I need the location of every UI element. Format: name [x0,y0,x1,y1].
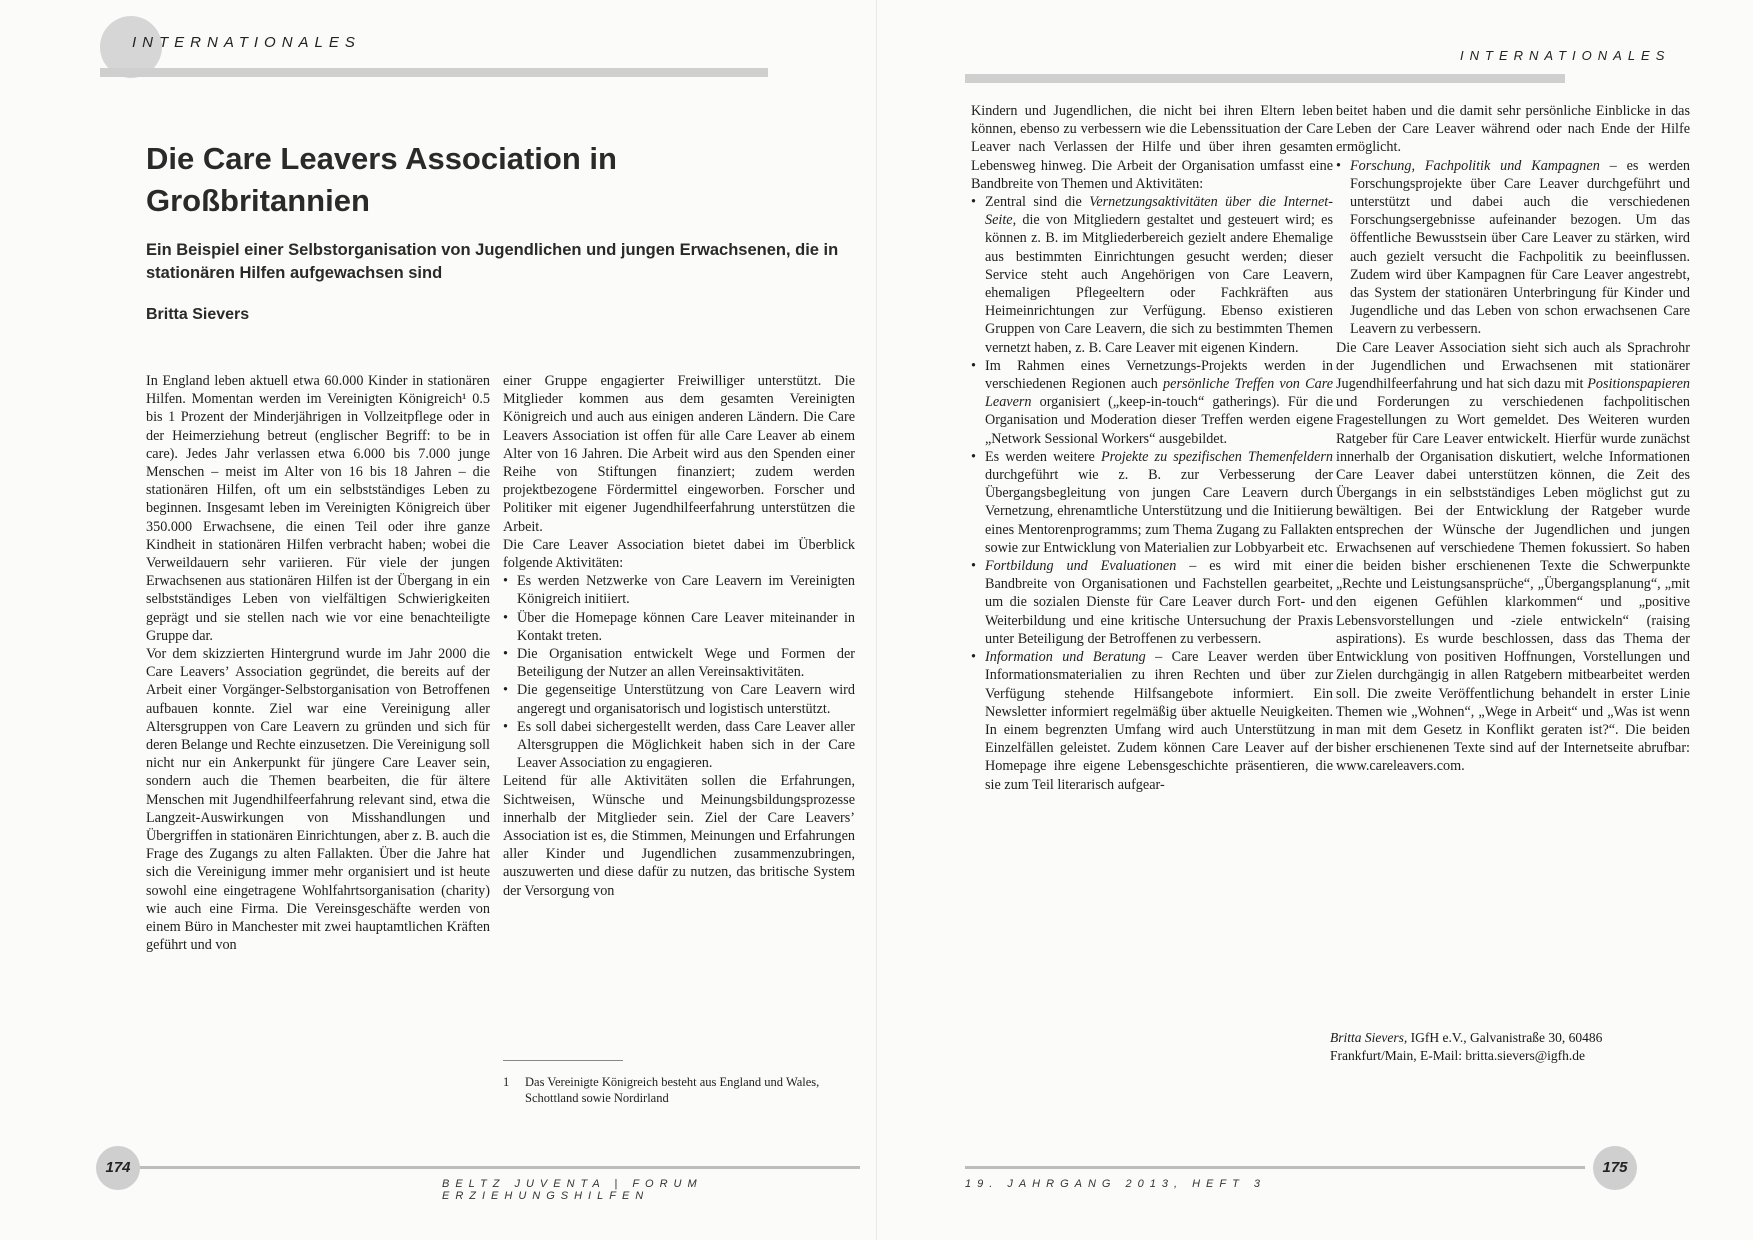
signature-address: IGfH e.V., Galvanistraße 30, 60486 Frankfurt/Main, E-Mail: britta.sievers@igfh.de [1330,1030,1603,1063]
right-column-1 [971,102,1333,794]
paragraph: Leitend für alle Aktivitäten sollen die Erfahrungen, Sichtweisen, Wünsche und Meinungsbildungsprozesse innerhalb der Mitglieder sein. Ziel der Care Leavers’ Association ist es, die Stimmen, Meinungen und Erfahrungen aller Kinder und Jugendlichen zusammenzubringen, auszuwerten und diese dafür zu nutzen, das britische System der Versorgung von [503,773,855,899]
header-rule [100,68,768,77]
right-page [877,0,1753,1240]
activity-list [1336,157,1690,339]
footer-rule [120,1166,860,1169]
paragraph: Vor dem skizzierten Hintergrund wurde im Jahr 2000 die Care Leavers’ Association gegründet, die bereits auf der Arbeit einer Vorgänger-Selbstorganisation von Betroffenen aufbauen konnte. Ziel war eine Vereinigung aller Altersgruppen von Care Leavern zu gründen und sich für deren Belange und Rechte einzusetzen. Die Vereinigung soll nicht nur ein Ankerpunkt für jüngere Care Leaver sein, sondern auch die Themen bearbeiten, die für ältere Menschen mit Jugendhilfeerfahrung relevant sind, etwa die Langzeit-Auswirkungen von Misshandlungen und Übergriffen in stationären Einrichtungen, aber z. B. auch die Frage des Zugangs zu alten Fallakten. Über die Jahre hat sich die Vereinigung immer mehr organisiert und ist heute sowohl eine eingetragene Wohlfahrtsorganisation (charity) wie auch eine Firma. Die Vereinsgeschäfte werden von einem Büro in Manchester mit zwei hauptamtlichen Kräften geführt und von [146,646,490,954]
list-item: • Es werden weitere Projekte zu spezifischen Themenfeldern durchgeführt wie z. B. zur Verbesserung der Übergangsbegleitung von jungen Care Leavern durch Vernetzung, ehrenamtliche Unterstützung und die Initiierung eines Mentorenprogramms; zum Thema Zugang zu Fallakten sowie zur Entwicklung von Materialien zur Lobbyarbeit etc. [971,448,1333,557]
footer-text: BELTZ JUVENTA | FORUM ERZIEHUNGSHILFEN [442,1178,703,1202]
paragraph: In England leben aktuell etwa 60.000 Kinder in stationären Hilfen. Momentan werden im Vereinigten Königreich¹ 0.5 bis 1 Prozent der Minderjährigen in Vollzeitpflege oder in der Heimerziehung betreut (englischer Begriff: to be in care). Jedes Jahr verlassen etwa 6.000 bis 7.000 junge Menschen – meist im Alter von 16 bis 18 Jahren – die stationären Hilfen, oft um ein selbstständiges Leben zu beginnen. Insgesamt leben im Vereinigten Königreich über 350.000 Erwachsene, die einen Teil oder ihre ganze Kindheit in stationären Hilfen verbracht haben; wobei die Verweildauern sehr variieren. Für viele der jungen Erwachsenen aus stationären Hilfen ist der Übergang in ein selbstständiges Leben von vielfältigen Schwierigkeiten geprägt und sie stellen nach wie vor eine benachteiligte Gruppe dar. [146,373,490,644]
list-item: • Fortbildung und Evaluationen – es wird mit einer Bandbreite von Organisationen und Fachstellen gearbeitet, um die sozialen Dienste für Care Leaver durch Fort- und Weiterbildung und eine kritische Untersuchung der Praxis unter Beteiligung der Betroffenen zu verbessern. [971,557,1333,648]
left-column-1 [146,372,490,955]
paragraph: Kindern und Jugendlichen, die nicht bei ihren Eltern leben können, ebenso zu verbessern wie die Lebenssituation der Care Leaver nach Verlassen der Hilfe und über ihren gesamten Lebensweg hinweg. Die Arbeit der Organisation umfasst eine Bandbreite von Themen und Aktivitäten: [971,103,1333,192]
section-label: INTERNATIONALES [132,34,361,51]
footnote-rule [503,1060,623,1061]
article-title: Die Care Leavers Association in Großbritannien [146,141,617,218]
list-item: • Im Rahmen eines Vernetzungs-Projekts werden in verschiedenen Regionen auch persönliche Treffen von Care Leavern organisiert („keep-in-touch“ gatherings). Für die Organisation und Moderation dieser Treffen werden eigene „Network Sessional Workers“ ausgebildet. [971,357,1333,448]
paragraph: Die Care Leaver Association bietet dabei im Überblick folgende Aktivitäten: [503,536,855,572]
list-item: • Es soll dabei sichergestellt werden, dass Care Leaver aller Altersgruppen die Möglichkeit haben sich in der Care Leaver Association zu engagieren. [503,718,855,773]
list-item: • Über die Homepage können Care Leaver miteinander in Kontakt treten. [503,609,855,645]
paragraph: einer Gruppe engagierter Freiwilliger unterstützt. Die Mitglieder kommen aus dem gesamten Vereinigten Königreich und auch aus einigen anderen Ländern. Die Care Leavers Association ist offen für alle Care Leaver ab einem Alter von 16 Jahren. Die Arbeit wird aus den Spenden einer Reihe von Stiftungen finanziert; zudem werden projektbezogene Fördermittel eingeworben. Forscher und Politiker mit eigener Jugendhilfeerfahrung unterstützen die Arbeit. [503,373,855,535]
footer-rule [965,1166,1585,1169]
footnote-text: Das Vereinigte Königreich besteht aus England und Wales, Schottland sowie Nordirland [525,1075,820,1105]
list-item: • Zentral sind die Vernetzungsaktivitäten über die Internet-Seite, die von Mitgliedern gestaltet und gesteuert wird; es können z. B. im Mitgliederbereich gezielt andere Ehemalige aus bestimmten Einrichtungen gesucht werden; dieser Service steht auch Angehörigen von Care Leavern, ehemaligen Pflegeeltern oder Fachkräften aus Heimeinrichtungen zur Verfügung. Ebenso existieren Gruppen von Care Leavern, die sich zu bestimmten Themen vernetzt haben, z. B. Care Leaver mit eigenen Kindern. [971,193,1333,357]
page-number: 174 [96,1146,140,1190]
page-number: 175 [1593,1146,1637,1190]
activity-list [503,572,855,772]
activity-list [971,193,1333,794]
signature-name: Britta Sievers, [1330,1030,1408,1045]
list-item: • Die Organisation entwickelt Wege und Formen der Beteiligung der Nutzer an allen Vereinsaktivitäten. [503,645,855,681]
list-item: • Information und Beratung – Care Leaver werden über Informationsmaterialien zu ihren Rechten und über zur Verfügung stehende Hilfsangebote informiert. Ein Newsletter informiert regelmäßig über aktuelle Neuigkeiten. In einem begrenzten Umfang wird auch Unterstützung in Einzelfällen geleistet. Zudem können Care Leaver auf der Homepage ihre eigene Lebensgeschichte präsentieren, die sie zum Teil literarisch aufgear- [971,648,1333,794]
list-item: • Es werden Netzwerke von Care Leavern im Vereinigten Königreich initiiert. [503,572,855,608]
paragraph: beitet haben und die damit sehr persönliche Einblicke in das Leben der Care Leaver während oder nach Ende der Hilfe ermöglicht. [1336,103,1690,156]
author-signature [1330,1029,1690,1065]
article-author: Britta Sievers [146,306,250,323]
footnote [503,1074,855,1106]
left-column-2 [503,372,855,900]
list-item: • Die gegenseitige Unterstützung von Care Leavern wird angeregt und organisatorisch und logistisch unterstützt. [503,681,855,717]
left-page [0,0,876,1240]
paragraph: Die Care Leaver Association sieht sich auch als Sprachrohr der Jugendlichen und Erwachsenen mit stationärer Jugendhilfeerfahrung und hat sich dazu mit Positionspapieren und Forderungen zu verschiedenen fachpolitischen Fragestellungen zu Wort gemeldet. Des Weiteren wurden Ratgeber für Care Leaver entwickelt. Hierfür wurde zunächst innerhalb der Organisation diskutiert, welche Informationen Care Leaver dabei unterstützen können, die Zeit des Übergangs in ein selbstständiges Leben möglichst gut zu bewältigen. Bei der Entwicklung der Ratgeber wurde entsprechen der Wünsche der Jugendlichen und jungen Erwachsenen auf verschiedene Themen fokussiert. So haben die beiden bisher erschienenen Texte die Schwerpunkte „Rechte und Leistungsansprüche“, „Übergangsplanung“, „mit den eigenen Gefühlen klarkommen“ und „positive Lebensvorstellungen und -ziele entwickeln“ (raising aspirations). Es wurde beschlossen, dass das Thema der Entwicklung von positiven Hoffnungen, Vorstellungen und Zielen durchgängig in allen Ratgebern mitbearbeitet werden soll. Die zweite Veröffentlichung behandelt in erster Linie Themen wie „Wohnen“, „Wege in Arbeit“ und „Was ist wenn man mit dem Gesetz in Konflikt geraten ist?“. Die beiden bisher erschienenen Texte sind auf der Internetseite abrufbar: www.careleavers.com. [1336,339,1690,775]
footnote-number: 1 [503,1075,510,1089]
header-rule [965,74,1565,83]
footer-text: 19. JAHRGANG 2013, HEFT 3 [965,1178,1266,1190]
article-subtitle: Ein Beispiel einer Selbstorganisation von Jugendlichen und jungen Erwachsenen, die in stationären Hilfen aufgewachsen sind [146,241,839,282]
section-label: INTERNATIONALES [1460,48,1671,63]
list-item: • Forschung, Fachpolitik und Kampagnen – es werden Forschungsprojekte über Care Leaver durchgeführt und unterstützt und dabei auch die verschiedenen Forschungsergebnisse aufeinander bezogen. Um das öffentliche Bewusstsein über Care Leaver zu stärken, wird auch gezielt versucht die Fachpolitik zu beeinflussen. Zudem wird über Kampagnen für Care Leaver angestrebt, das System der stationären Unterbringung für Kinder und Jugendliche und das Leben von schon erwachsenen Care Leavern zu verbessern. [1336,157,1690,339]
right-column-2 [1336,102,1690,776]
